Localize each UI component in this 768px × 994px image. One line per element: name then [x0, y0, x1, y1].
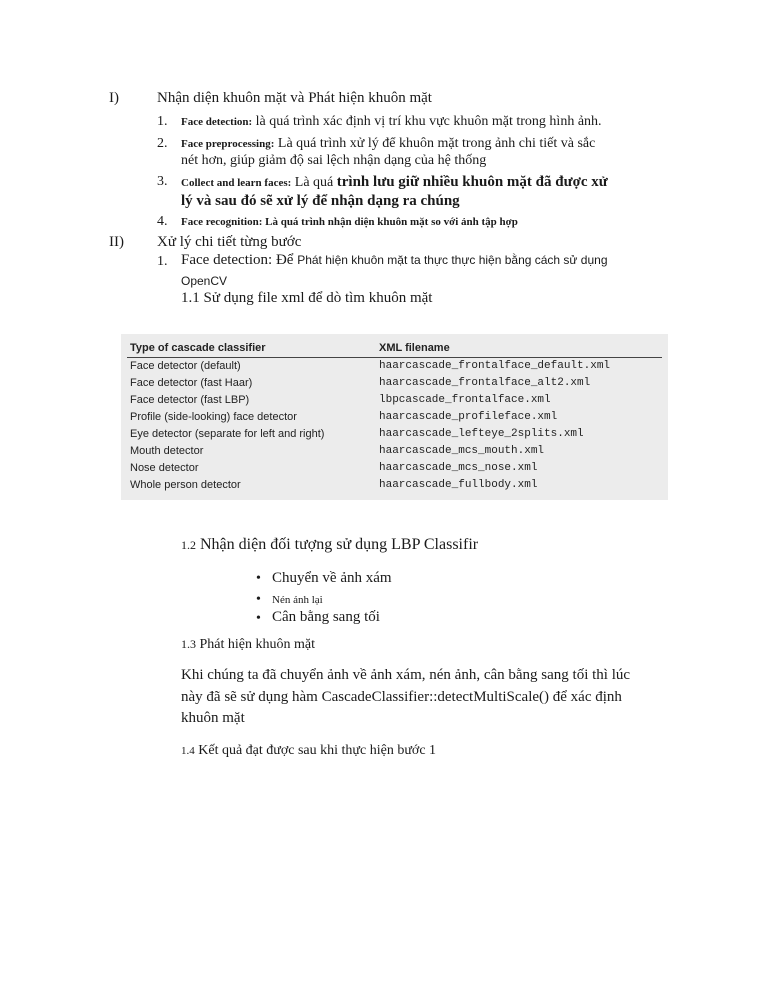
- bullet-item: Cân bằng sang tối: [272, 609, 380, 625]
- table-cell: Mouth detector: [130, 445, 204, 457]
- list-item-number: 4.: [157, 214, 168, 229]
- table-header-type: Type of cascade classifier: [130, 342, 266, 354]
- subheading-text: Phát hiện khuôn mặt: [196, 637, 315, 652]
- table-cell: haarcascade_fullbody.xml: [379, 479, 538, 491]
- subheading-1-2: [181, 536, 478, 554]
- bullet-icon: •: [256, 611, 261, 626]
- table-rule: [127, 357, 662, 358]
- list-item-number: 1.: [157, 114, 168, 129]
- table-cell: haarcascade_mcs_mouth.xml: [379, 445, 545, 457]
- table-cell: Profile (side-looking) face detector: [130, 411, 297, 423]
- bullet-icon: •: [256, 592, 261, 607]
- section-2-title: Xử lý chi tiết từng bước: [157, 234, 302, 250]
- term-face-recognition: Face recognition:: [181, 216, 263, 228]
- term-face-detection: Face detection:: [181, 116, 253, 128]
- section-1-number: I): [109, 90, 119, 106]
- bullet-icon: •: [256, 571, 261, 586]
- item-text: Là quá trình xử lý để khuôn mặt trong ảnh chi tiết và sắc: [274, 136, 596, 151]
- table-cell: lbpcascade_frontalface.xml: [379, 394, 551, 406]
- table-header-xml: XML filename: [379, 342, 450, 354]
- item-text-continued: lý và sau đó sẽ xử lý để nhận dạng ra chúng: [181, 193, 460, 209]
- list-item-number: 2.: [157, 136, 168, 151]
- subheading-number: 1.2: [181, 538, 196, 552]
- term-collect-learn: Collect and learn faces:: [181, 177, 292, 189]
- item-text-continued: nét hơn, giúp giảm độ sai lệch nhận dạng của hệ thống: [181, 153, 487, 168]
- table-cell: haarcascade_frontalface_default.xml: [379, 360, 611, 372]
- bullet-item: Chuyển về ảnh xám: [272, 570, 392, 586]
- subheading-1-1: 1.1 Sử dụng file xml để dò tìm khuôn mặt: [181, 290, 433, 306]
- item-text: Là quá: [291, 175, 337, 190]
- paragraph-line: Khi chúng ta đã chuyển ảnh về ảnh xám, nén ảnh, cân bằng sang tối thì lúc: [181, 667, 631, 683]
- subheading-text: Kết quả đạt được sau khi thực hiện bước 1: [194, 743, 437, 758]
- table-cell: Eye detector (separate for left and right): [130, 428, 325, 440]
- list-item: [181, 114, 602, 130]
- subheading-1-3: [181, 637, 315, 653]
- subheading-number: 1.4: [181, 745, 195, 757]
- table-cell: Whole person detector: [130, 479, 241, 491]
- table-cell: Nose detector: [130, 462, 199, 474]
- list-item: [181, 214, 518, 230]
- section-2-number: II): [109, 234, 124, 250]
- item-text-continued: OpenCV: [181, 274, 228, 288]
- list-item: [181, 252, 608, 269]
- item-text: Face detection: Để: [181, 252, 298, 268]
- paragraph-line: này đã sẽ sử dụng hàm CascadeClassifier::detectMultiScale() để xác định: [181, 689, 622, 705]
- subheading-number: 1.3: [181, 637, 196, 651]
- item-text: Là quá trình nhận diện khuôn mặt so với ảnh tập hợp: [262, 216, 518, 228]
- item-text: là quá trình xác định vị trí khu vực khuôn mặt trong hình ảnh.: [252, 114, 602, 129]
- table-cell: Face detector (fast LBP): [130, 394, 250, 406]
- table-cell: Face detector (default): [130, 360, 241, 372]
- item-text-bold: trình lưu giữ nhiều khuôn mặt đã được xử: [336, 174, 608, 190]
- list-item: [181, 174, 608, 191]
- table-cell: haarcascade_lefteye_2splits.xml: [379, 428, 584, 440]
- table-cell: haarcascade_profileface.xml: [379, 411, 558, 423]
- table-cell: haarcascade_mcs_nose.xml: [379, 462, 538, 474]
- subheading-1-4: [181, 743, 436, 759]
- term-face-preprocessing: Face preprocessing:: [181, 138, 275, 150]
- paragraph-line: khuôn mặt: [181, 710, 245, 726]
- cascade-classifier-table: [121, 334, 668, 500]
- list-item: [181, 136, 595, 152]
- section-1-title: Nhận diện khuôn mặt và Phát hiện khuôn mặt: [157, 90, 432, 106]
- subheading-text: Nhận diện đối tượng sử dụng LBP Classifir: [196, 536, 479, 553]
- list-item-number: 1.: [157, 254, 168, 269]
- table-cell: haarcascade_frontalface_alt2.xml: [379, 377, 591, 389]
- item-text-small: Phát hiện khuôn mặt ta thực thực hiện bằng cách sử dụng: [297, 253, 608, 267]
- table-cell: Face detector (fast Haar): [130, 377, 253, 389]
- bullet-item: Nén ảnh lại: [272, 594, 323, 606]
- list-item-number: 3.: [157, 174, 168, 189]
